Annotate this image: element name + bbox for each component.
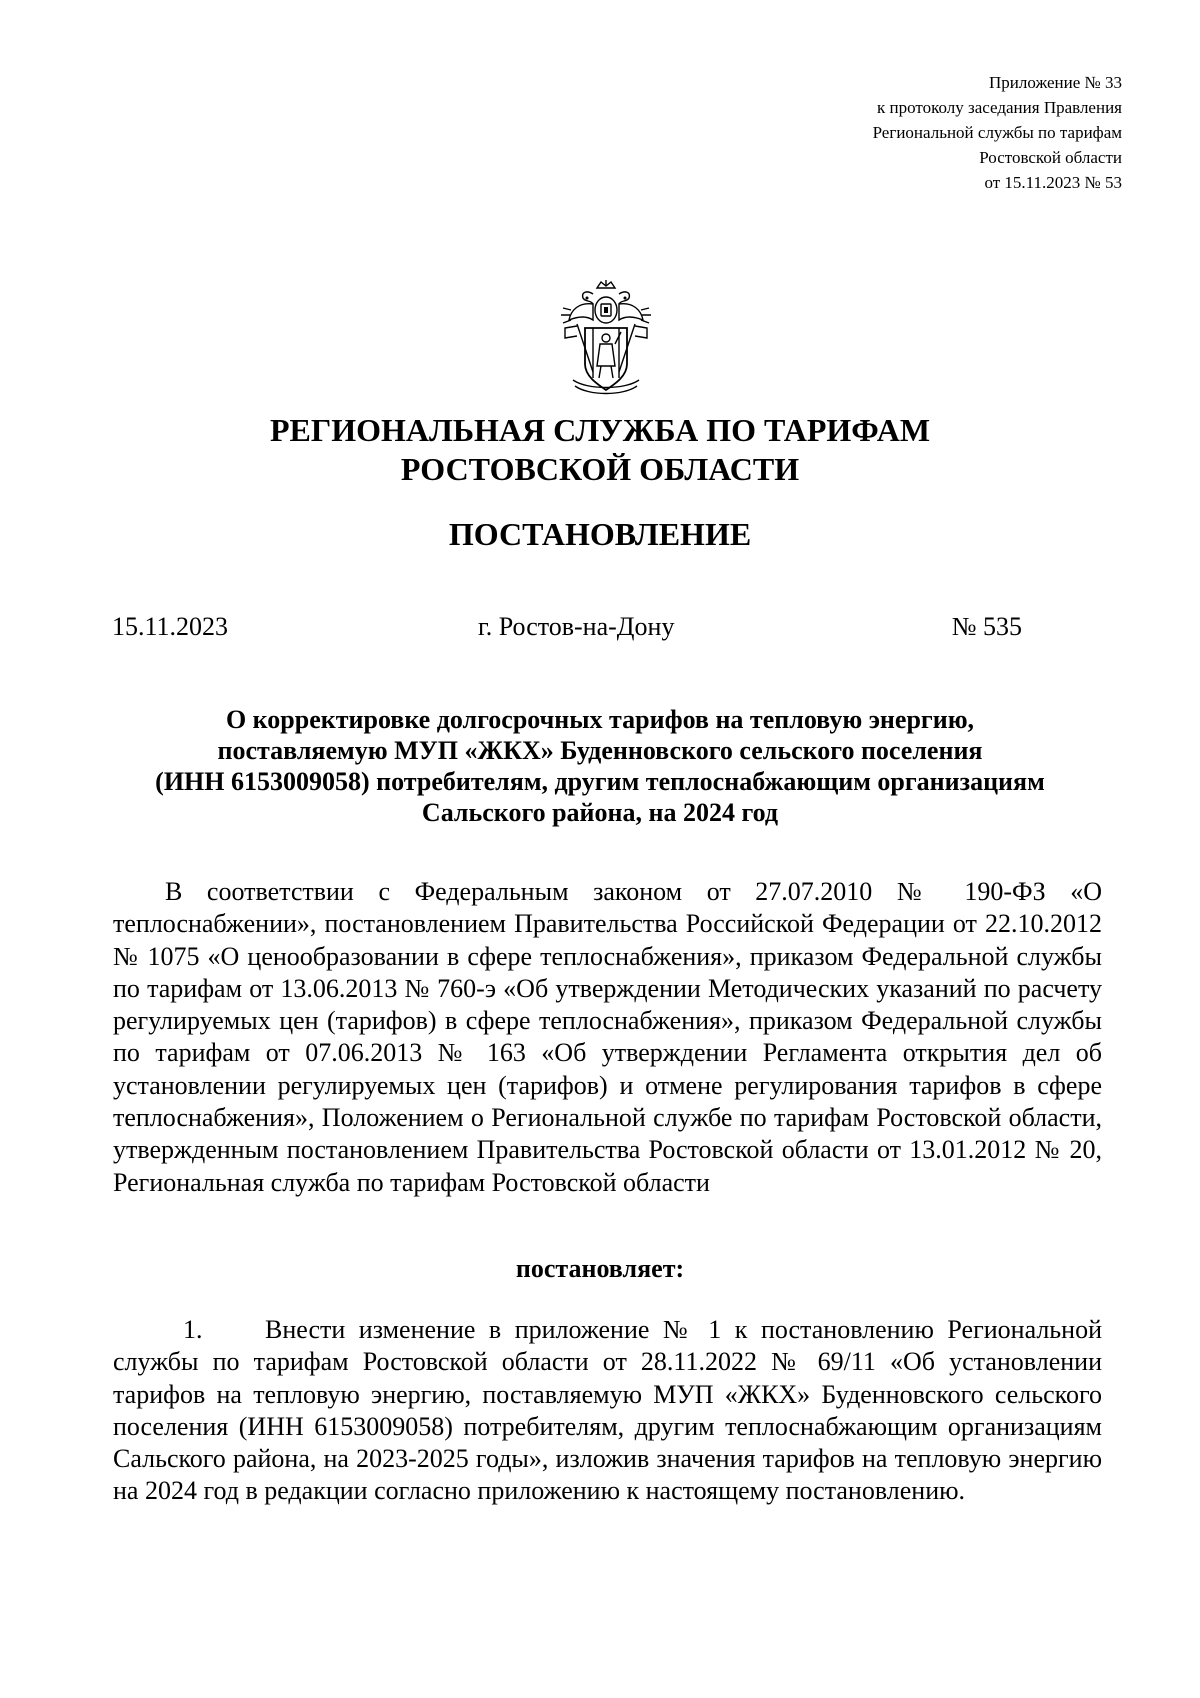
annex-line: от 15.11.2023 № 53 xyxy=(984,173,1122,192)
annex-line: Региональной службы по тарифам xyxy=(872,123,1122,142)
subject-line: (ИНН 6153009058) потребителям, другим теплоснабжающим организациям xyxy=(155,767,1045,796)
document-type-title: ПОСТАНОВЛЕНИЕ xyxy=(448,516,752,552)
annex-line: Приложение № 33 xyxy=(989,73,1122,92)
document-dateline xyxy=(112,612,1022,648)
organization-name-line: РЕГИОНАЛЬНАЯ СЛУЖБА ПО ТАРИФАМ xyxy=(269,412,931,448)
decree-item-text: Внести изменение в приложение № 1 к постановлению Региональной службы по тарифам Ростовской области от 28.11.2022 № 69/11 «Об установлении тарифов на тепловую энергию, поставляемую МУП «ЖКХ» Буденновского сельского поселения (ИНН 6153009058) потребителям, другим теплоснабжающим организациям Сальского района, на 2023-2025 годы», изложив значения тарифов на тепловую энергию на 2024 год в редакции согласно приложению к настоящему постановлению. xyxy=(113,1315,1102,1506)
document-number: № 535 xyxy=(951,612,1022,641)
preamble-paragraph: В соответствии с Федеральным законом от 27.07.2010 № 190-ФЗ «О теплоснабжении», постановлением Правительства Российской Федерации от 22.10.2012 № 1075 «О ценообразовании в сфере теплоснабжения», приказом Федеральной службы по тарифам от 13.06.2013 № 760-э «Об утверждении Методических указаний по расчету регулируемых цен (тарифов) в сфере теплоснабжения», приказом Федеральной службы по тарифам от 07.06.2013 № 163 «Об утверждении Регламента открытия дел об установлении регулируемых цен (тарифов) и отмене регулирования тарифов в сфере теплоснабжения», Положением о Региональной службе по тарифам Ростовской области, утвержденным постановлением Правительства Ростовской области от 13.01.2012 № 20, Региональная служба по тарифам Ростовской области xyxy=(113,877,1102,1197)
annex-reference xyxy=(873,70,1122,195)
coat-of-arms-emblem-icon xyxy=(557,280,655,398)
annex-line: Ростовской области xyxy=(979,148,1122,167)
document-date: 15.11.2023 xyxy=(112,612,229,641)
document-city: г. Ростов-на-Дону xyxy=(478,612,675,641)
organization-name xyxy=(0,411,1200,489)
document-subject xyxy=(80,704,1120,828)
subject-line: Сальского района, на 2024 год xyxy=(421,798,779,827)
organization-name-line: РОСТОВСКОЙ ОБЛАСТИ xyxy=(400,451,800,487)
annex-line: к протоколу заседания Правления xyxy=(877,98,1122,117)
decree-word: постановляет: xyxy=(515,1254,685,1283)
decree-item xyxy=(113,1314,1102,1508)
subject-line: О корректировке долгосрочных тарифов на тепловую энергию, xyxy=(225,705,975,734)
subject-line: поставляемую МУП «ЖКХ» Буденновского сельского поселения xyxy=(217,736,983,765)
decree-item-number: 1. xyxy=(183,1315,203,1344)
